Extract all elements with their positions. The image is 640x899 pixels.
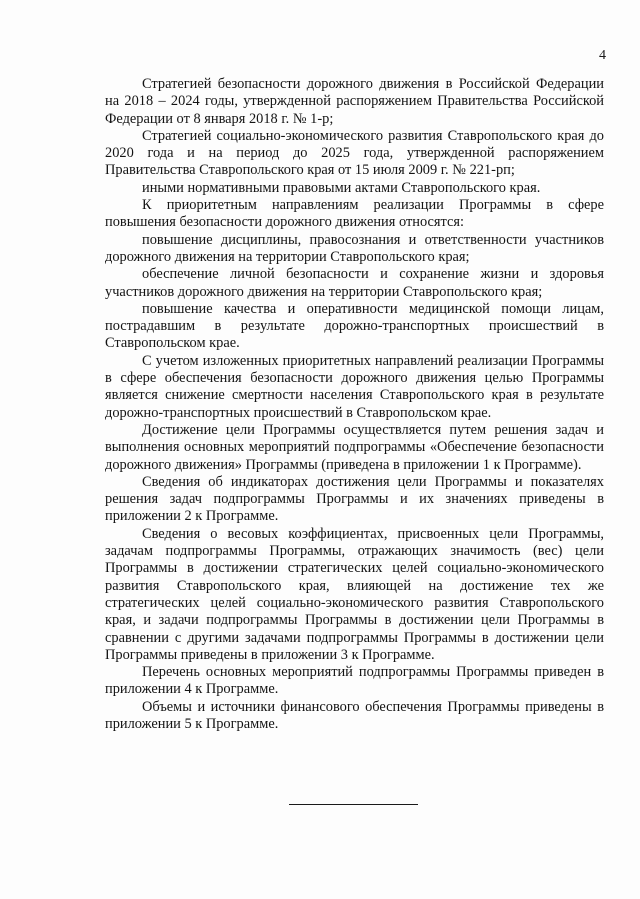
paragraph: Сведения о весовых коэффициентах, присвоенных цели Программы, задачам подпрограммы Программы, отражающих значимость (вес) цели Программы в достижении стратегических целей социально-экономического развития Ставропольского края, влияющей на достижение тех же стратегических целей социально-экономического развития Ставропольского края, и задачи подпрограммы Программы в достижении цели Программы в сравнении с другими задачами подпрограммы Программы в достижении цели Программы приведены в приложении 3 к Программе. (105, 525, 604, 663)
paragraph: обеспечение личной безопасности и сохранение жизни и здоровья участников дорожного движения на территории Ставропольского края; (105, 266, 604, 300)
paragraph: Сведения об индикаторах достижения цели Программы и показателях решения задач подпрограммы Программы и их значениях приведены в приложении 2 к Программе. (105, 473, 604, 525)
paragraph: Стратегией социально-экономического развития Ставропольского края до 2020 года и на период до 2025 года, утвержденной распоряжением Правительства Ставропольского края от 15 июля 2009 г. № 221-рп; (105, 127, 604, 179)
paragraph: иными нормативными правовыми актами Ставропольского края. (142, 179, 541, 196)
document-body (105, 76, 604, 733)
paragraph: Объемы и источники финансового обеспечения Программы приведены в приложении 5 к Программе. (105, 698, 604, 732)
paragraph: Перечень основных мероприятий подпрограммы Программы приведен в приложении 4 к Программе. (105, 664, 604, 698)
paragraph: повышение качества и оперативности медицинской помощи лицам, пострадавшим в результате дорожно-транспортных происшествий в Ставропольском крае. (105, 300, 604, 352)
page-number: 4 (599, 48, 606, 63)
paragraph: Достижение цели Программы осуществляется путем решения задач и выполнения основных мероприятий подпрограммы «Обеспечение безопасности дорожного движения» Программы (приведена в приложении 1 к Программе). (105, 421, 604, 473)
paragraph: Стратегией безопасности дорожного движения в Российской Федерации на 2018 – 2024 годы, утвержденной распоряжением Правительства Российской Федерации от 8 января 2018 г. № 1-р; (105, 76, 604, 127)
paragraph: повышение дисциплины, правосознания и ответственности участников дорожного движения на территории Ставропольского края; (105, 231, 604, 265)
closing-divider-line (289, 804, 418, 805)
paragraph: К приоритетным направлениям реализации Программы в сфере повышения безопасности дорожного движения относятся: (105, 197, 604, 231)
paragraph: С учетом изложенных приоритетных направлений реализации Программы в сфере обеспечения безопасности дорожного движения целью Программы является снижение смертности населения Ставропольского края в результате дорожно-транспортных происшествий в Ставропольском крае. (105, 352, 604, 421)
